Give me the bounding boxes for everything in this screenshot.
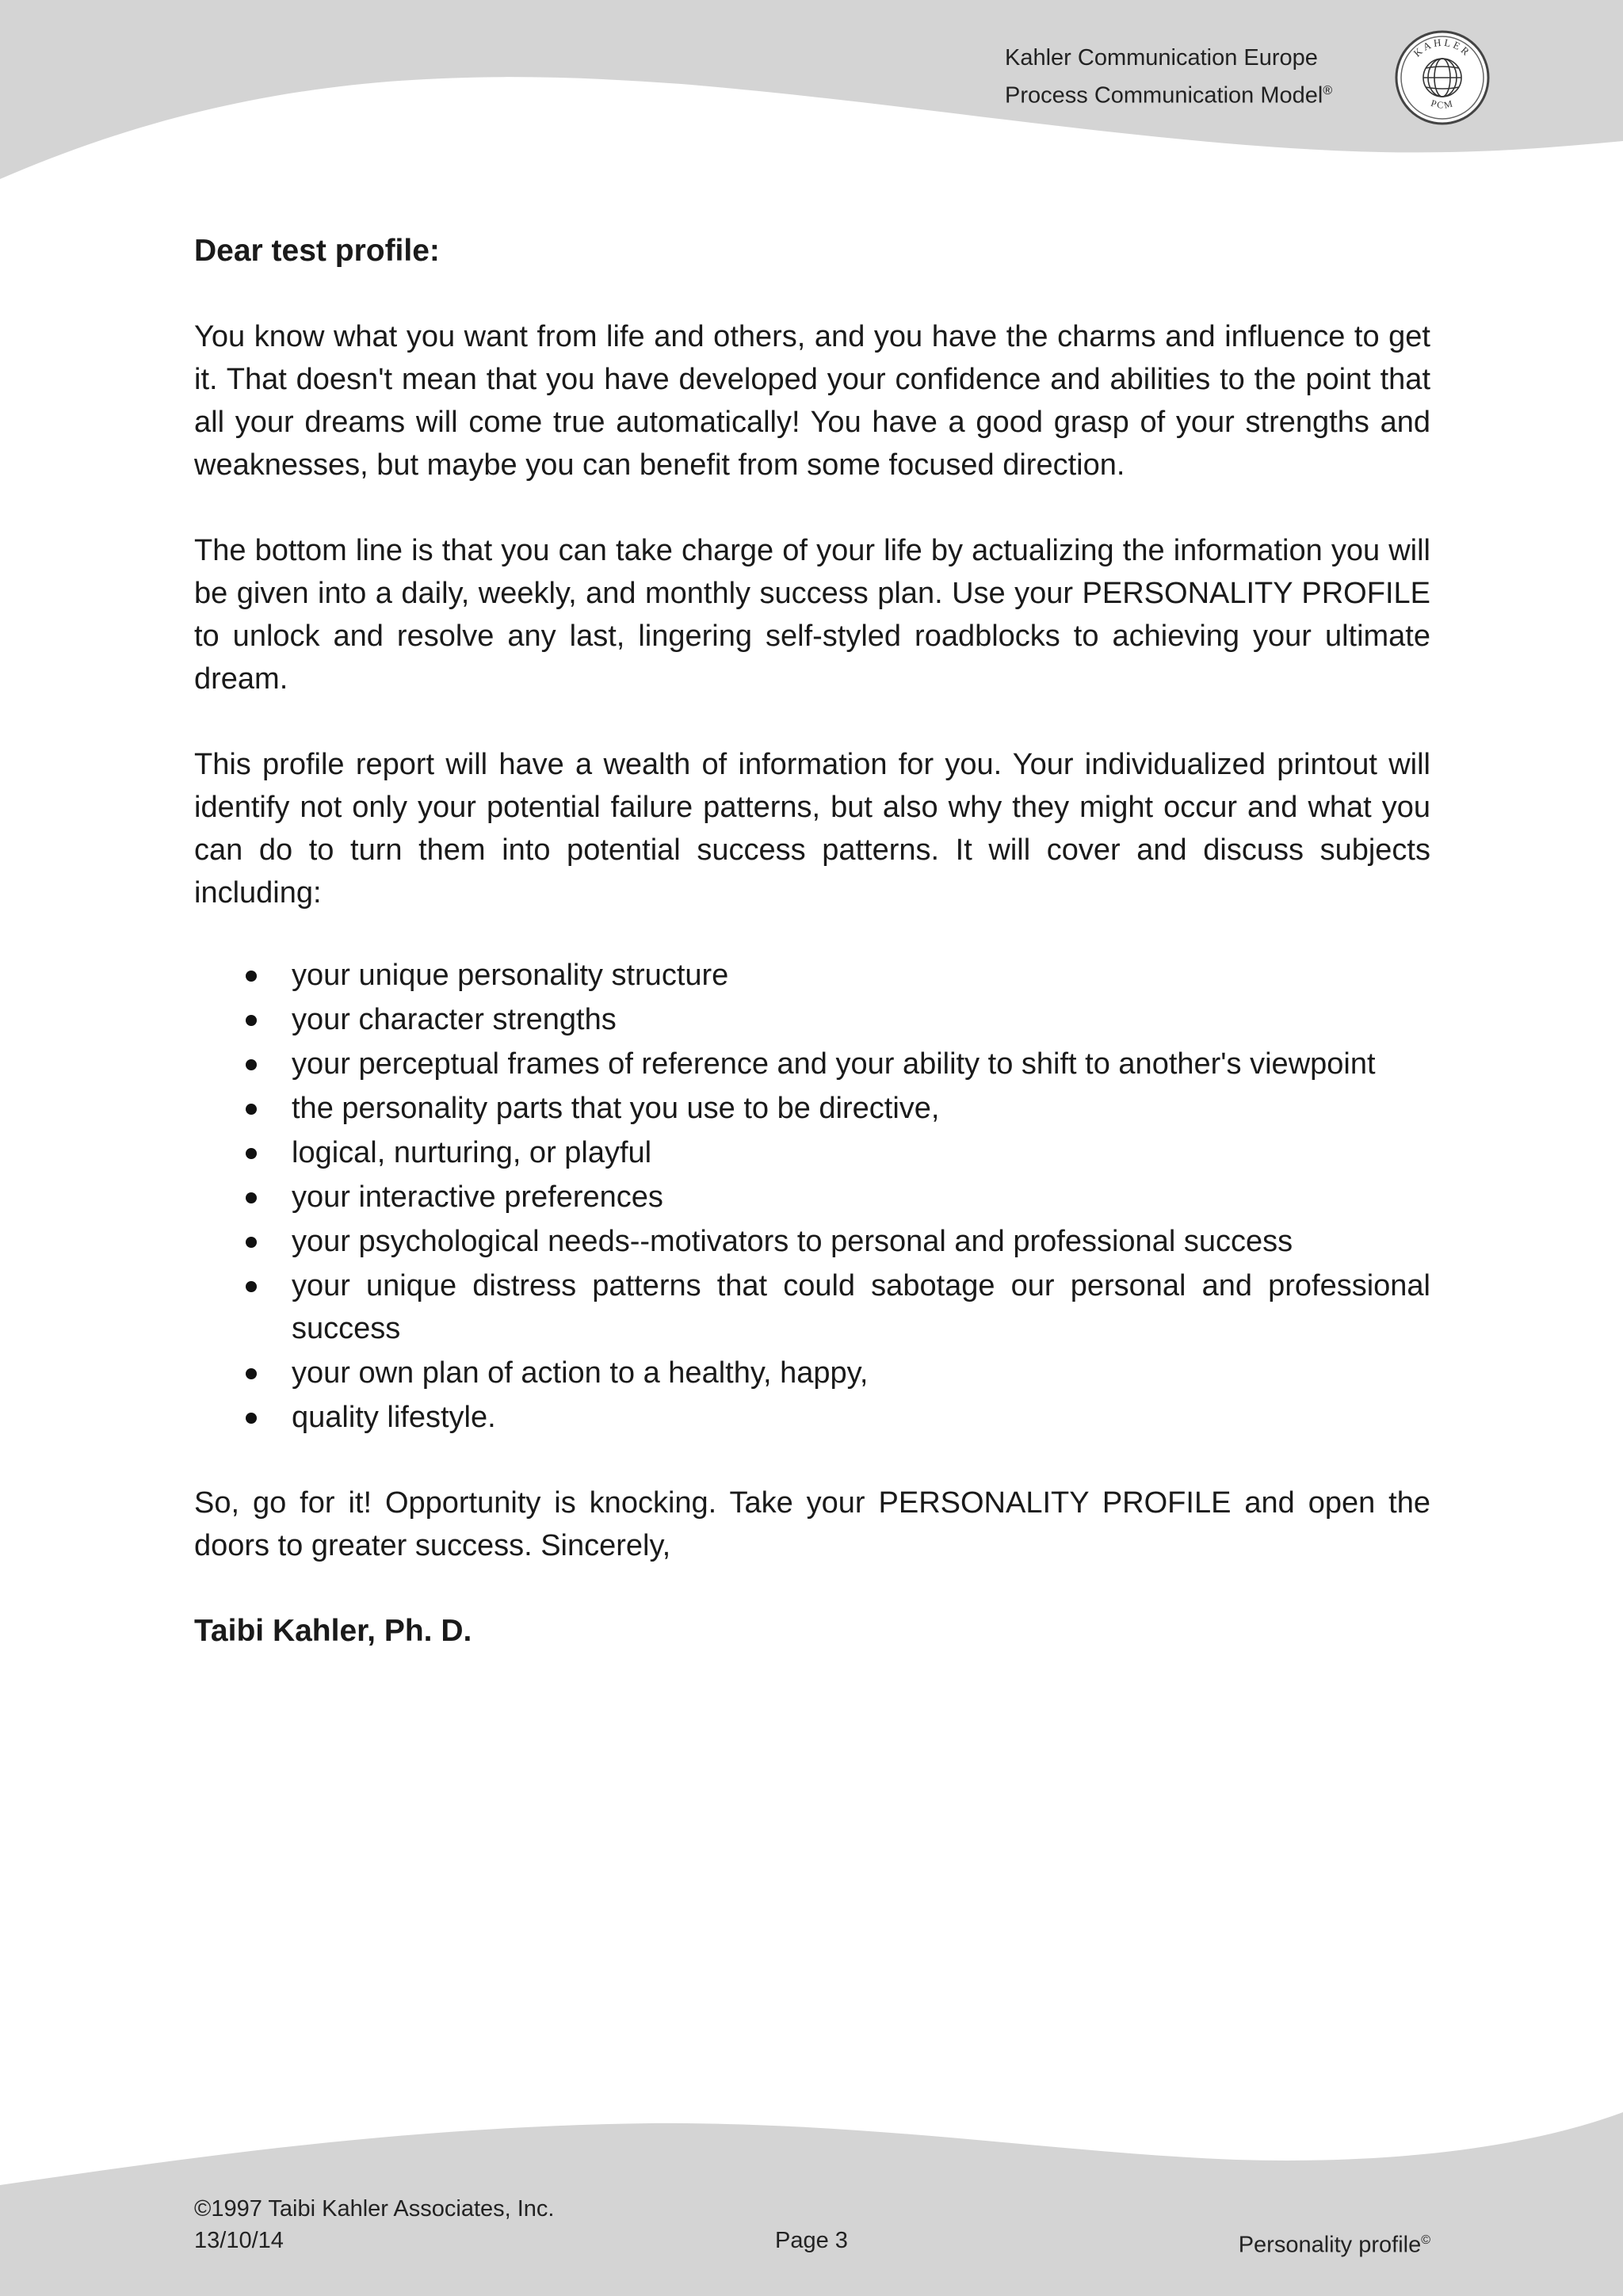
header-org-name: Kahler Communication Europe — [1005, 45, 1318, 71]
signature: Taibi Kahler, Ph. D. — [194, 1614, 472, 1648]
logo-bottom-text: PCM — [1429, 97, 1456, 111]
kahler-pcm-logo — [1393, 29, 1491, 127]
bullet-icon — [246, 1413, 257, 1424]
footer-info-row — [194, 2225, 1430, 2256]
list-item — [194, 1176, 1430, 1219]
bullet-icon — [246, 1148, 257, 1159]
footer-copyright: ©1997 Taibi Kahler Associates, Inc. — [194, 2196, 555, 2222]
list-item-text: logical, nurturing, or playful — [292, 1136, 652, 1169]
salutation: Dear test profile: — [194, 234, 440, 268]
footer-doc-title — [1239, 2225, 1430, 2261]
list-item-text: your unique personality structure — [292, 959, 729, 992]
bullet-icon — [246, 1059, 257, 1070]
list-item — [194, 1131, 1430, 1174]
paragraph-report: This profile report will have a wealth of information for you. Your individualized printout will identify not only your potential failure patterns, but also why they might occur and what you can do to turn them into potential success patterns. It will cover and discuss subjects including: — [194, 748, 1430, 910]
paragraph-bottom-line: The bottom line is that you can take charge of your life by actualizing the information you will be given into a daily, weekly, and monthly success plan. Use your PERSONALITY PROFILE to unlock and resolve any last, lingering self-styled roadblocks to achieving your ultimate dream. — [194, 534, 1430, 696]
registered-mark: ® — [1323, 84, 1333, 97]
list-item-text: your psychological needs--motivators to personal and professional success — [292, 1225, 1293, 1258]
list-item-text: your character strengths — [292, 1003, 617, 1036]
list-item-text: your own plan of action to a healthy, happy, — [292, 1356, 869, 1390]
paragraph-closing: So, go for it! Opportunity is knocking. Take your PERSONALITY PROFILE and open the doors to greater success. Sincerely, — [194, 1486, 1430, 1562]
header-model-name — [1005, 74, 1369, 113]
list-item-text: your perceptual frames of reference and your ability to shift to another's viewpoint — [292, 1047, 1376, 1081]
list-item — [194, 1396, 1430, 1439]
list-item — [194, 1220, 1430, 1263]
bullet-icon — [246, 1237, 257, 1248]
bullet-icon — [246, 1368, 257, 1379]
list-item — [194, 1043, 1430, 1085]
list-item — [194, 1352, 1430, 1394]
footer-date: 13/10/14 — [194, 2228, 284, 2253]
list-item-text: your unique distress patterns that could sabotage our personal and professional success — [292, 1269, 1430, 1345]
header-branding — [1005, 41, 1369, 113]
list-item — [194, 954, 1430, 997]
letter-body — [194, 230, 1430, 1695]
bullet-icon — [246, 1015, 257, 1026]
paragraph-intro: You know what you want from life and others, and you have the charms and influence to get it. That doesn't mean that you have developed your confidence and abilities to the point that all your dreams will come true automatically! You have a good grasp of your strengths and weaknesses, but maybe you can benefit from some focused direction. — [194, 320, 1430, 482]
bullet-icon — [246, 1192, 257, 1203]
bullet-icon — [246, 971, 257, 982]
list-item-text: your interactive preferences — [292, 1180, 663, 1214]
header-wave-shape — [0, 0, 1623, 190]
header-model-label: Process Communication Model — [1005, 82, 1323, 109]
page-number: Page 3 — [775, 2228, 848, 2253]
list-item-text: quality lifestyle. — [292, 1401, 496, 1434]
bullet-icon — [246, 1104, 257, 1115]
footer-doc-title-text: Personality profile — [1238, 2232, 1422, 2258]
list-item-text: the personality parts that you use to be directive, — [292, 1092, 940, 1125]
list-item — [194, 998, 1430, 1041]
bullet-icon — [246, 1281, 257, 1292]
list-item — [194, 1264, 1430, 1350]
copyright-mark: © — [1421, 2233, 1430, 2247]
list-item — [194, 1087, 1430, 1130]
subjects-list — [194, 954, 1430, 1439]
logo-top-text: KAHLER — [1411, 36, 1474, 59]
